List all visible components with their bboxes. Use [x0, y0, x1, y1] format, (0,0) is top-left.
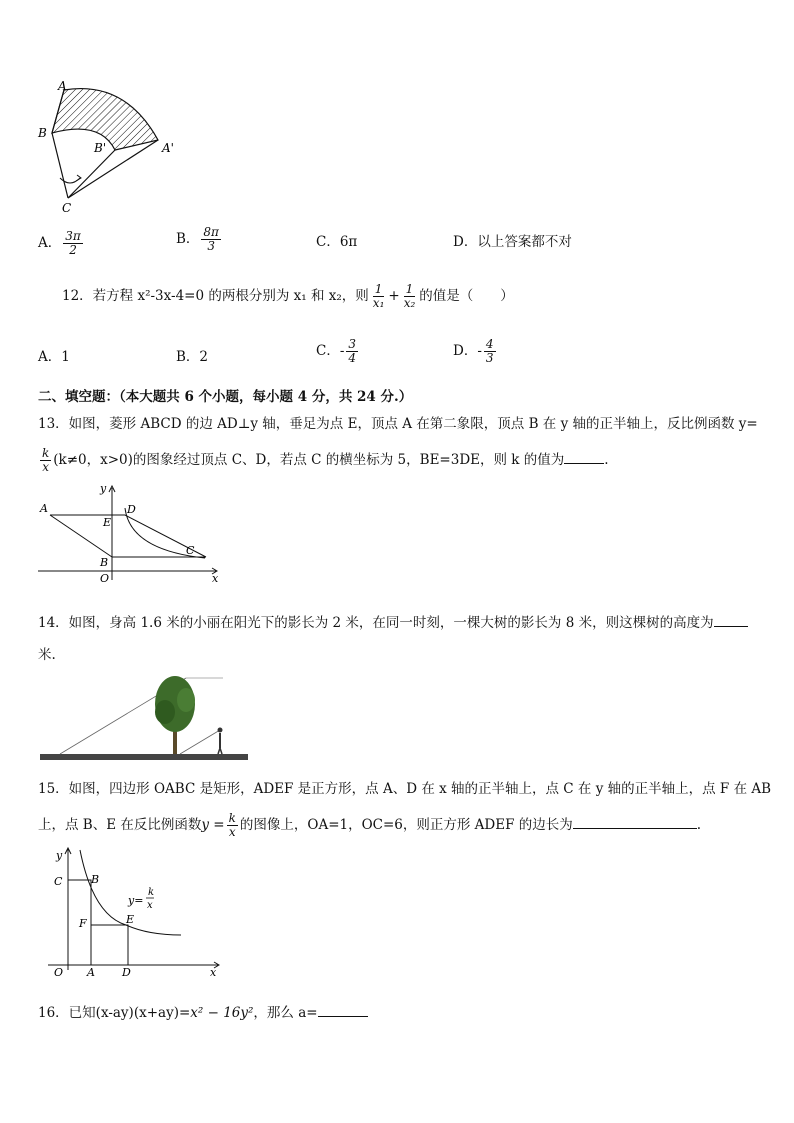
- q13-label-E: E: [103, 516, 112, 529]
- q16-line: 16．已知(x-ay)(x+ay)=x² − 16y²，那么 a=: [38, 1002, 368, 1023]
- q15-figure: [48, 845, 228, 980]
- q16-answer-blank[interactable]: [318, 1002, 368, 1017]
- label-A: A: [58, 79, 67, 93]
- q15-func-num: k: [148, 887, 155, 898]
- q15-label-A: A: [87, 966, 95, 979]
- q15-func-label: y=: [128, 894, 144, 907]
- q11-option-b[interactable]: B． $\frac{8\pi}{3}$: [176, 225, 219, 253]
- label-C: C: [62, 201, 72, 215]
- q12-option-c[interactable]: C．- $\frac{3}{4}$: [316, 337, 357, 365]
- q12-stem: 12．若方程 x²-3x-4=0 的两根分别为 x₁ 和 x₂，则 $\frac{1}{\text{x₁}}$ + $\frac{1}{\text{x₂}}$ 的值是（ ）: [62, 282, 514, 310]
- q13-label-y: y: [100, 482, 107, 495]
- label-A-prime: A': [162, 141, 174, 155]
- q15-line2: 上，点 B、E 在反比例函数y = $\frac{k}{x}$ 的图像上，OA=1，OC=6，则正方形 ADEF 的边长为 .: [38, 811, 702, 839]
- q14-answer-blank[interactable]: [714, 612, 748, 627]
- q12-option-b[interactable]: B．2: [176, 349, 209, 365]
- q15-label-O: O: [54, 966, 64, 979]
- q13-line1: 13．如图，菱形 ABCD 的边 AD⊥y 轴，垂足为点 E，顶点 A 在第二象限，顶点 B 在 y 轴的正半轴上，反比例函数 y=: [38, 416, 758, 432]
- q12-option-d[interactable]: D．- $\frac{4}{3}$: [453, 337, 494, 365]
- person-head: [218, 728, 223, 733]
- q11-option-d[interactable]: D．以上答案都不对: [453, 234, 572, 250]
- label-B-prime: B': [94, 141, 107, 155]
- q13-line2: $\frac{k}{x}$ (k≠0，x>0)的图象经过顶点 C、D，若点 C 的横坐标为 5，BE=3DE，则 k 的值为 .: [42, 446, 609, 474]
- section-title: 二、填空题：（本大题共 6 个小题，每小题 4 分，共 24 分.）: [38, 389, 413, 405]
- q15-label-C: C: [54, 875, 63, 888]
- q11-figure: [30, 78, 180, 218]
- q15-func-den: x: [147, 900, 153, 911]
- label-B: B: [38, 126, 47, 140]
- q13-label-x: x: [212, 572, 219, 585]
- q11-option-c[interactable]: C．6π: [316, 234, 358, 250]
- q15-label-D: D: [122, 966, 131, 979]
- q15-label-y: y: [56, 849, 63, 862]
- q15-label-E: E: [126, 913, 135, 926]
- q13-label-O: O: [100, 572, 110, 585]
- q15-label-F: F: [79, 917, 87, 930]
- q14-line1: 14．如图，身高 1.6 米的小丽在阳光下的影长为 2 米，在同一时刻，一棵大树的影长为 8 米，则这棵树的高度为: [38, 612, 748, 633]
- q13-label-B: B: [100, 556, 109, 569]
- q15-label-B: B: [91, 873, 100, 886]
- q14-figure: [40, 672, 248, 764]
- q13-label-D: D: [127, 503, 136, 516]
- q15-line1: 15．如图，四边形 OABC 是矩形，ADEF 是正方形，点 A、D 在 x 轴的正半轴上，点 C 在 y 轴的正半轴上，点 F 在 AB: [38, 781, 772, 797]
- q13-label-C: C: [186, 544, 195, 557]
- q13-answer-blank[interactable]: [564, 449, 604, 464]
- q12-option-a[interactable]: A．1: [38, 349, 70, 365]
- q13-figure: [30, 480, 230, 585]
- q13-label-A: A: [40, 502, 48, 515]
- q15-label-x: x: [210, 966, 217, 979]
- q15-answer-blank[interactable]: [573, 814, 697, 829]
- q14-line2: 米.: [38, 647, 56, 663]
- q11-option-a[interactable]: A． $\frac{3\pi}{2}$: [38, 229, 81, 257]
